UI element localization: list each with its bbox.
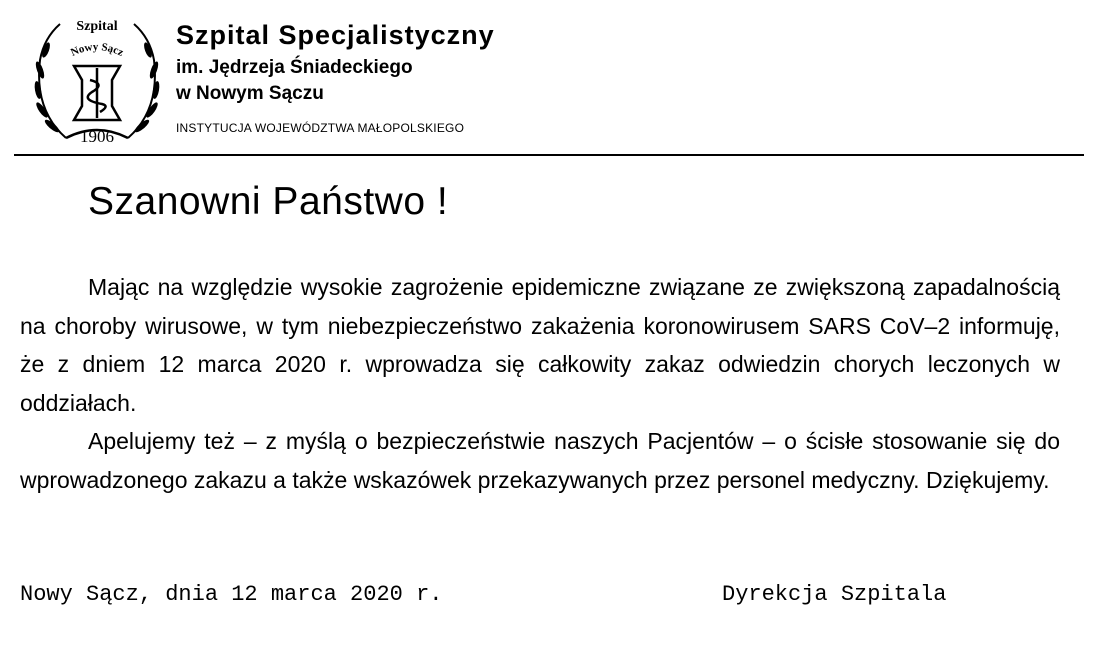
letter-paragraph: Mając na względzie wysokie zagrożenie epidemiczne związane ze zwiększoną zapadalnością na choroby wirusowe, w tym niebezpieczeństwo zakażenia koronowirusem SARS CoV–2 informuję, że z dniem 12 marca 2020 r. wprowadza się całkowity zakaz odwiedzin chorych leczonych w oddziałach.: [20, 274, 1060, 416]
hospital-logo: [26, 10, 168, 152]
logo-arc-text: [69, 41, 126, 59]
letter-body: [20, 268, 1060, 499]
header-divider: [14, 154, 1084, 156]
logo-top-text: Szpital: [76, 19, 118, 34]
hospital-city: w Nowym Sączu: [176, 83, 324, 104]
letter-paragraph: Apelujemy też – z myślą o bezpieczeństwie naszych Pacjentów – o ścisłe stosowanie się do wprowadzonego zakazu a także wskazówek przekazywanych przez personel medyczny. Dziękujemy.: [20, 428, 1060, 493]
place-and-date: Nowy Sącz, dnia 12 marca 2020 r.: [20, 582, 443, 607]
logo-year: 1906: [80, 127, 114, 146]
hospital-emblem-icon: [26, 10, 168, 152]
institution-label: INSTYTUCJA WOJEWÓDZTWA MAŁOPOLSKIEGO: [176, 121, 465, 135]
signature: Dyrekcja Szpitala: [722, 582, 947, 607]
hospital-name: Szpital Specjalistyczny: [176, 20, 495, 50]
letter-salutation: Szanowni Państwo !: [88, 180, 449, 223]
hospital-patron: im. Jędrzeja Śniadeckiego: [176, 57, 413, 78]
logo-arc-text-path: Nowy Sącz: [68, 40, 126, 59]
